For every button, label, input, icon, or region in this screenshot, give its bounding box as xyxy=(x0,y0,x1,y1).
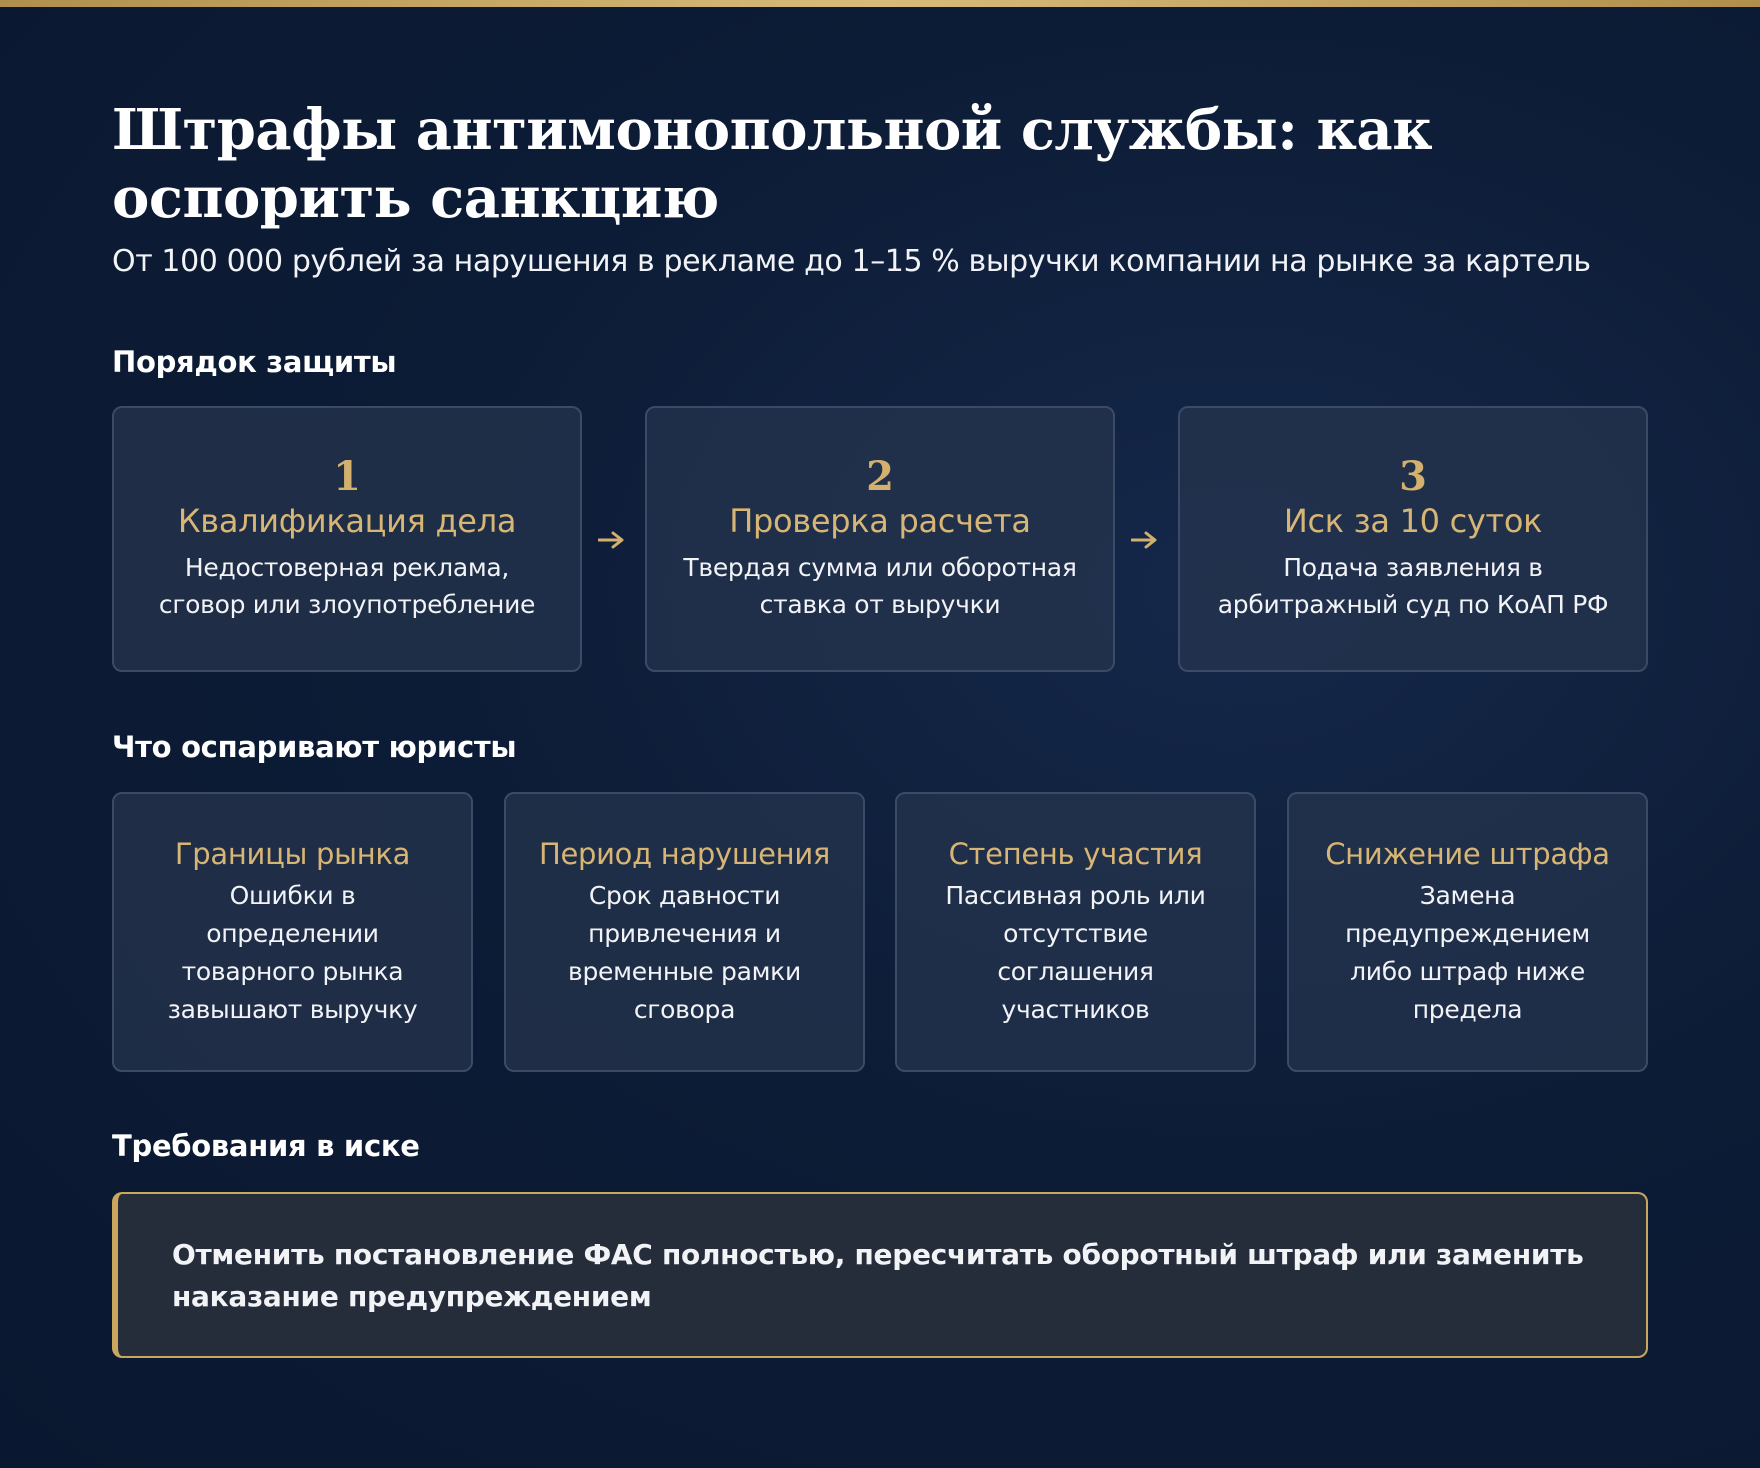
claim-requirements-box xyxy=(112,1192,1648,1358)
section-heading-disputes: Что оспаривают юристы xyxy=(112,730,517,764)
dispute-title: Границы рынка xyxy=(174,837,411,871)
step-number: 2 xyxy=(866,453,894,500)
dispute-description: Срок давности привлечения и временные рамки сговора xyxy=(568,881,801,1024)
dispute-card-participation-degree xyxy=(895,792,1256,1072)
dispute-description: Ошибки в определении товарного рынка завышают выручку xyxy=(167,881,418,1024)
step-description: Недостоверная реклама, сговор или злоупотребление xyxy=(158,553,536,619)
step-description: Твердая сумма или оборотная ставка от выручки xyxy=(683,553,1077,619)
dispute-card-market-boundaries xyxy=(112,792,473,1072)
dispute-title: Степень участия xyxy=(948,837,1203,871)
arrow-right-icon xyxy=(598,530,626,550)
step-number: 3 xyxy=(1399,453,1427,500)
dispute-description: Замена предупреждением либо штраф ниже предела xyxy=(1345,881,1590,1024)
dispute-title: Период нарушения xyxy=(538,837,831,871)
top-accent-bar xyxy=(0,0,1760,7)
claim-requirements-text: Отменить постановление ФАС полностью, пересчитать оборотный штраф или заменить наказание предупреждением xyxy=(172,1238,1584,1313)
step-description: Подача заявления в арбитражный суд по КоАП РФ xyxy=(1217,553,1609,619)
step-title: Иск за 10 суток xyxy=(1283,502,1543,540)
step-number: 1 xyxy=(333,453,361,500)
arrow-right-icon xyxy=(1131,530,1159,550)
page-title: Штрафы антимонопольной службы: как оспорить санкцию xyxy=(112,97,1433,231)
dispute-title: Снижение штрафа xyxy=(1325,837,1610,871)
section-heading-claim: Требования в иске xyxy=(112,1129,420,1163)
section-heading-defense: Порядок защиты xyxy=(112,345,397,379)
step-card-3 xyxy=(1178,406,1648,672)
dispute-description: Пассивная роль или отсутствие соглашения участников xyxy=(945,881,1206,1024)
dispute-card-fine-reduction xyxy=(1287,792,1648,1072)
step-card-1 xyxy=(112,406,582,672)
step-title: Проверка расчета xyxy=(729,502,1031,540)
step-card-2 xyxy=(645,406,1115,672)
page-subtitle: От 100 000 рублей за нарушения в рекламе до 1–15 % выручки компании на рынке за картель xyxy=(112,244,1591,279)
step-title: Квалификация дела xyxy=(177,502,517,540)
dispute-card-violation-period xyxy=(504,792,865,1072)
